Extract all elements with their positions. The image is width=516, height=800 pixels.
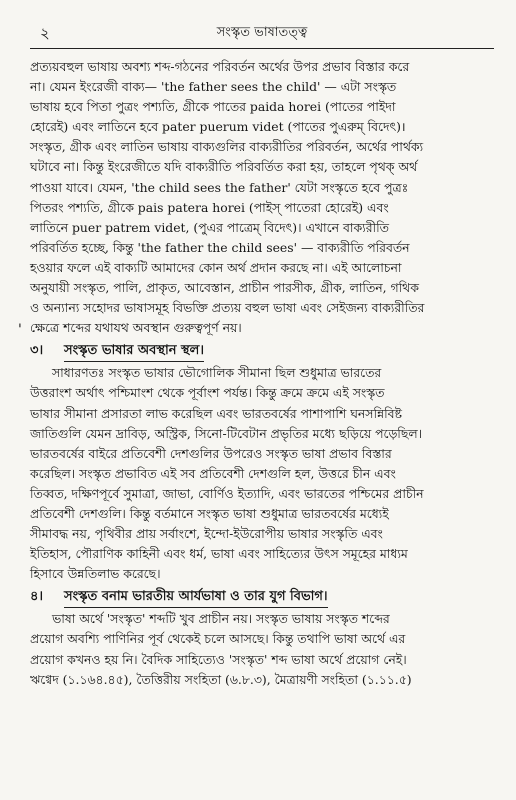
- text-line: ভাষা অর্থে 'সংস্কৃত' শব্দটি খুব প্রাচীন নয়। সংস্কৃত ভাষায় সংস্কৃত শব্দের: [52, 611, 390, 627]
- text-line: লাতিনে puer patrem videt, (পুএর পাত্রেম্ বিদেৎ)। এখানে বাক্যরীতি: [30, 219, 389, 235]
- text-line: তিব্বত, দক্ষিণপূর্বে সুমাত্রা, জাভা, বোর্ণিও ইত্যাদি, এবং ভারতের পশ্চিমের প্রাচীন: [30, 485, 424, 501]
- section-title: সংস্কৃত বনাম ভারতীয় আর্যভাষা ও তার যুগ বিভাগ।: [64, 586, 328, 608]
- text-line: প্রয়োগ অবশ্যি পাণিনির পূর্ব থেকেই চলে আসছে। কিন্তু তথাপি ভাষা অর্থে এর: [30, 631, 406, 647]
- text-line: অনুযায়ী সংস্কৃত, পালি, প্রাকৃত, আবেস্তান, প্রাচীন পারসীক, গ্রীক, লাতিন, গথিক: [30, 280, 419, 296]
- text-line: সীমাবদ্ধ নয়, পৃথিবীর প্রায় সর্বাংশে, ইন্দো-ইউরোপীয় ভাষার সংস্কৃতি এবং: [30, 526, 383, 542]
- section-heading-4: [30, 586, 494, 608]
- text-line: ঘটাবে না। কিন্তু ইংরেজীতে যদি বাক্যরীতি পরিবর্তিত করা হয়, তাহলে পৃথক্ অর্থ: [30, 159, 418, 175]
- paragraph-1: [30, 57, 494, 338]
- section-number: ৩।: [30, 343, 44, 359]
- page-header: [30, 22, 494, 49]
- text-line: হিসাবে উন্নতিলাভ করেছে।: [30, 566, 161, 582]
- margin-mark: ': [18, 322, 22, 338]
- text-line: সংস্কৃত, গ্রীক এবং লাতিন ভাষায় বাক্যগুলির বাক্যরীতির পরিবর্তন, অর্থের পার্থক্য: [30, 139, 424, 155]
- text-line: পাওয়া যাবে। যেমন, 'the child sees the father' যেটা সংস্কৃতে হবে পুত্রঃ: [30, 179, 409, 195]
- paragraph-2: [30, 363, 494, 584]
- running-title: সংস্কৃত ভাষাতত্ত্ব: [216, 25, 308, 40]
- text-line: ভারতবর্ষের বাইরে প্রতিবেশী দেশগুলির উপরেও সংস্কৃত ভাষা প্রভাব বিস্তার: [30, 445, 392, 461]
- paragraph-3: [30, 609, 494, 689]
- text-line: ভাষায় হবে পিতা পুত্রং পশ্যতি, গ্রীকে পাতের paida horei (পাতের পাইদা: [30, 99, 396, 115]
- text-line: জাতিগুলি যেমন দ্রাবিড়, অস্ট্রিক, সিনো-টিবেটান প্রভৃতির মধ্যে ছড়িয়ে পড়েছিল।: [30, 425, 423, 441]
- text-line: ঋগ্বেদ (১.১৬৪.৪৫), তৈত্তিরীয় সংহিতা (৬.৮.৩), মৈত্রায়ণী সংহিতা (১.১১.৫): [30, 671, 412, 687]
- text-line: প্রত্যয়বহুল ভাষায় অবশ্য শব্দ-গঠনের পরিবর্তন অর্থের উপর প্রভাব বিস্তার করে: [30, 59, 410, 74]
- text-line: ইতিহাস, পৌরাণিক কাহিনী এবং ধর্ম, ভাষা এবং সাহিত্যের উৎস সমূহের মাধ্যম: [30, 546, 408, 562]
- text-line: ক্ষেত্রে শব্দের যথাযথ অবস্থান গুরুত্বপূর্ণ নয়।: [30, 320, 242, 336]
- text-line: ও অন্যান্য সহোদর ভাষাসমূহ বিভক্তি প্রত্যয় বহুল ভাষা এবং সেইজন্য বাক্যরীতির: [30, 300, 425, 316]
- text-line: হোরেই) এবং লাতিনে হবে pater puerum videt (পাতের পুএরুম্ বিদেৎ)।: [30, 119, 406, 135]
- page-number: ২: [40, 24, 50, 42]
- text-line: সাধারণতঃ সংস্কৃত ভাষার ভৌগোলিক সীমানা ছিল শুধুমাত্র ভারতের: [52, 365, 382, 381]
- section-title: সংস্কৃত ভাষার অবস্থান স্থল।: [64, 340, 204, 362]
- text-line: প্রতিবেশী দেশগুলি। কিন্তু বর্তমানে সংস্কৃত ভাষা শুধুমাত্র ভারতবর্ষের মধ্যেই: [30, 505, 389, 521]
- text-line: উত্তরাংশ অর্থাৎ পশ্চিমাংশ থেকে পূর্বাংশ পর্যন্ত। কিন্তু ক্রমে ক্রমে এই সংস্কৃত: [30, 385, 385, 401]
- text-line: পিতরং পশ্যতি, গ্রীকে pais patera horei (পাইস্ পাতেরা হোরেই) এবং: [30, 199, 389, 215]
- text-line: পরিবর্তিত হচ্ছে, কিন্তু 'the father the child sees' — বাক্যরীতি পরিবর্তন: [30, 239, 410, 255]
- text-line: হওয়ার ফলে এই বাক্যটি আমাদের কোন অর্থ প্রদান করছে না। এই আলোচনা: [30, 259, 402, 275]
- text-line: করেছিল। সংস্কৃত প্রভাবিত এই সব প্রতিবেশী দেশগুলি হল, উত্তরে চীন এবং: [30, 465, 396, 481]
- text-line: প্রয়োগ কখনও হয় নি। বৈদিক সাহিত্যেও 'সংস্কৃত' শব্দ ভাষা অর্থে প্রয়োগ নেই।: [30, 651, 407, 667]
- section-number: ৪।: [30, 589, 44, 605]
- text-line: না। যেমন ইংরেজী বাক্য— 'the father sees the child' — এটা সংস্কৃত: [30, 79, 397, 95]
- section-heading-3: [30, 340, 494, 362]
- text-line: ভাষার সীমানা প্রসারতা লাভ করেছিল এবং ভারতবর্ষের পাশাপাশি ঘনসন্নিবিষ্ট: [30, 405, 402, 421]
